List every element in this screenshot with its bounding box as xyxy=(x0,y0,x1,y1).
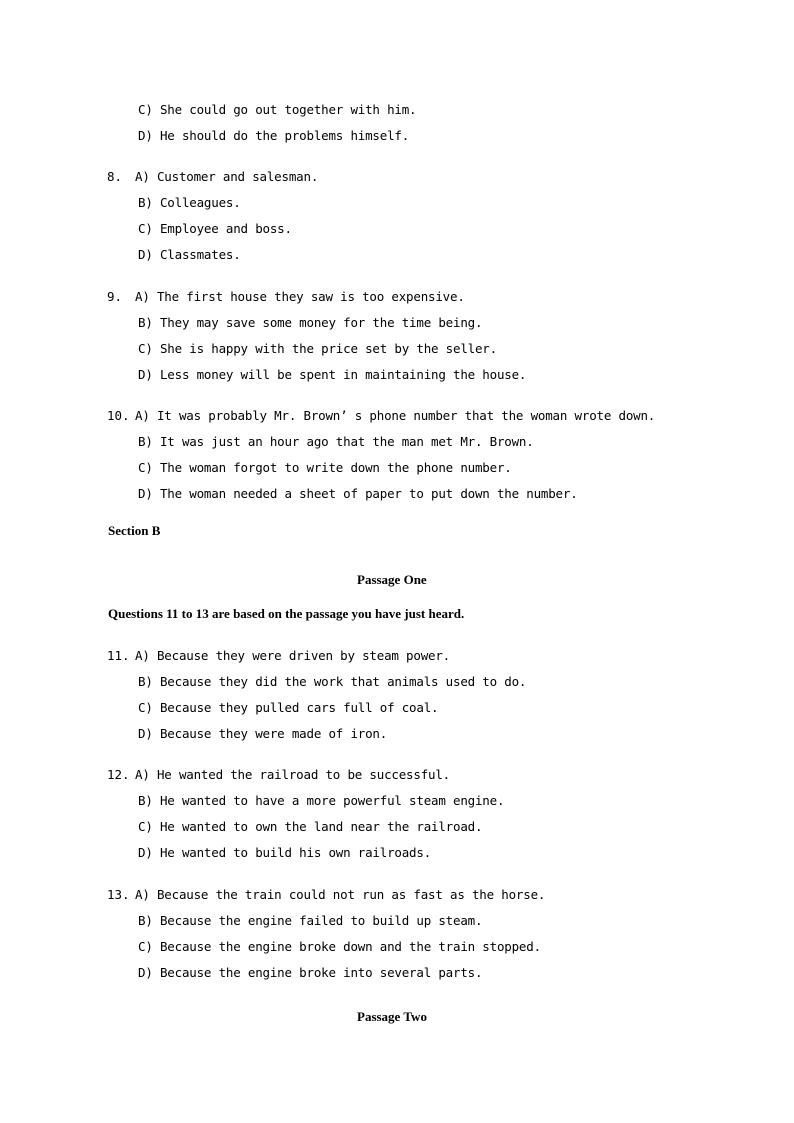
q10-option-a: A) It was probably Mr. Brown’ s phone number that the woman wrote down. xyxy=(135,408,656,423)
q11-option-b: B) Because they did the work that animals used to do. xyxy=(138,674,527,689)
q12-option-b: B) He wanted to have a more powerful steam engine. xyxy=(138,793,505,808)
q12-option-c: C) He wanted to own the land near the railroad. xyxy=(138,819,483,834)
q8-option-d: D) Classmates. xyxy=(138,247,241,262)
q9-option-d: D) Less money will be spent in maintaining the house. xyxy=(138,367,527,382)
q13-number: 13. xyxy=(107,887,130,902)
q9-option-a: A) The first house they saw is too expensive. xyxy=(135,289,465,304)
q8-option-c: C) Employee and boss. xyxy=(138,221,292,236)
q9-option-c: C) She is happy with the price set by the seller. xyxy=(138,341,497,356)
q12-number: 12. xyxy=(107,767,130,782)
q13-option-d: D) Because the engine broke into several parts. xyxy=(138,965,483,980)
q11-option-d: D) Because they were made of iron. xyxy=(138,726,388,741)
q12-option-a: A) He wanted the railroad to be successful. xyxy=(135,767,451,782)
q13-option-c: C) Because the engine broke down and the train stopped. xyxy=(138,939,541,954)
q13-option-a: A) Because the train could not run as fast as the horse. xyxy=(135,887,546,902)
q10-number: 10. xyxy=(107,408,130,423)
passage-one-heading: Passage One xyxy=(357,572,427,587)
q13-option-b: B) Because the engine failed to build up steam. xyxy=(138,913,483,928)
q10-option-d: D) The woman needed a sheet of paper to put down the number. xyxy=(138,486,578,501)
q11-number: 11. xyxy=(107,648,130,663)
questions-11-13-instructions: Questions 11 to 13 are based on the passage you have just heard. xyxy=(108,606,465,621)
q8-option-b: B) Colleagues. xyxy=(138,195,241,210)
passage-two-heading: Passage Two xyxy=(357,1009,427,1024)
q10-option-c: C) The woman forgot to write down the phone number. xyxy=(138,460,512,475)
q7-option-c: C) She could go out together with him. xyxy=(138,102,417,117)
q8-number: 8. xyxy=(107,169,123,184)
q8-option-a: A) Customer and salesman. xyxy=(135,169,319,184)
q12-option-d: D) He wanted to build his own railroads. xyxy=(138,845,432,860)
q11-option-c: C) Because they pulled cars full of coal. xyxy=(138,700,439,715)
q9-number: 9. xyxy=(107,289,123,304)
q11-option-a: A) Because they were driven by steam power. xyxy=(135,648,451,663)
q9-option-b: B) They may save some money for the time being. xyxy=(138,315,483,330)
q7-option-d: D) He should do the problems himself. xyxy=(138,128,410,143)
q10-option-b: B) It was just an hour ago that the man met Mr. Brown. xyxy=(138,434,534,449)
section-b-heading: Section B xyxy=(108,523,161,538)
